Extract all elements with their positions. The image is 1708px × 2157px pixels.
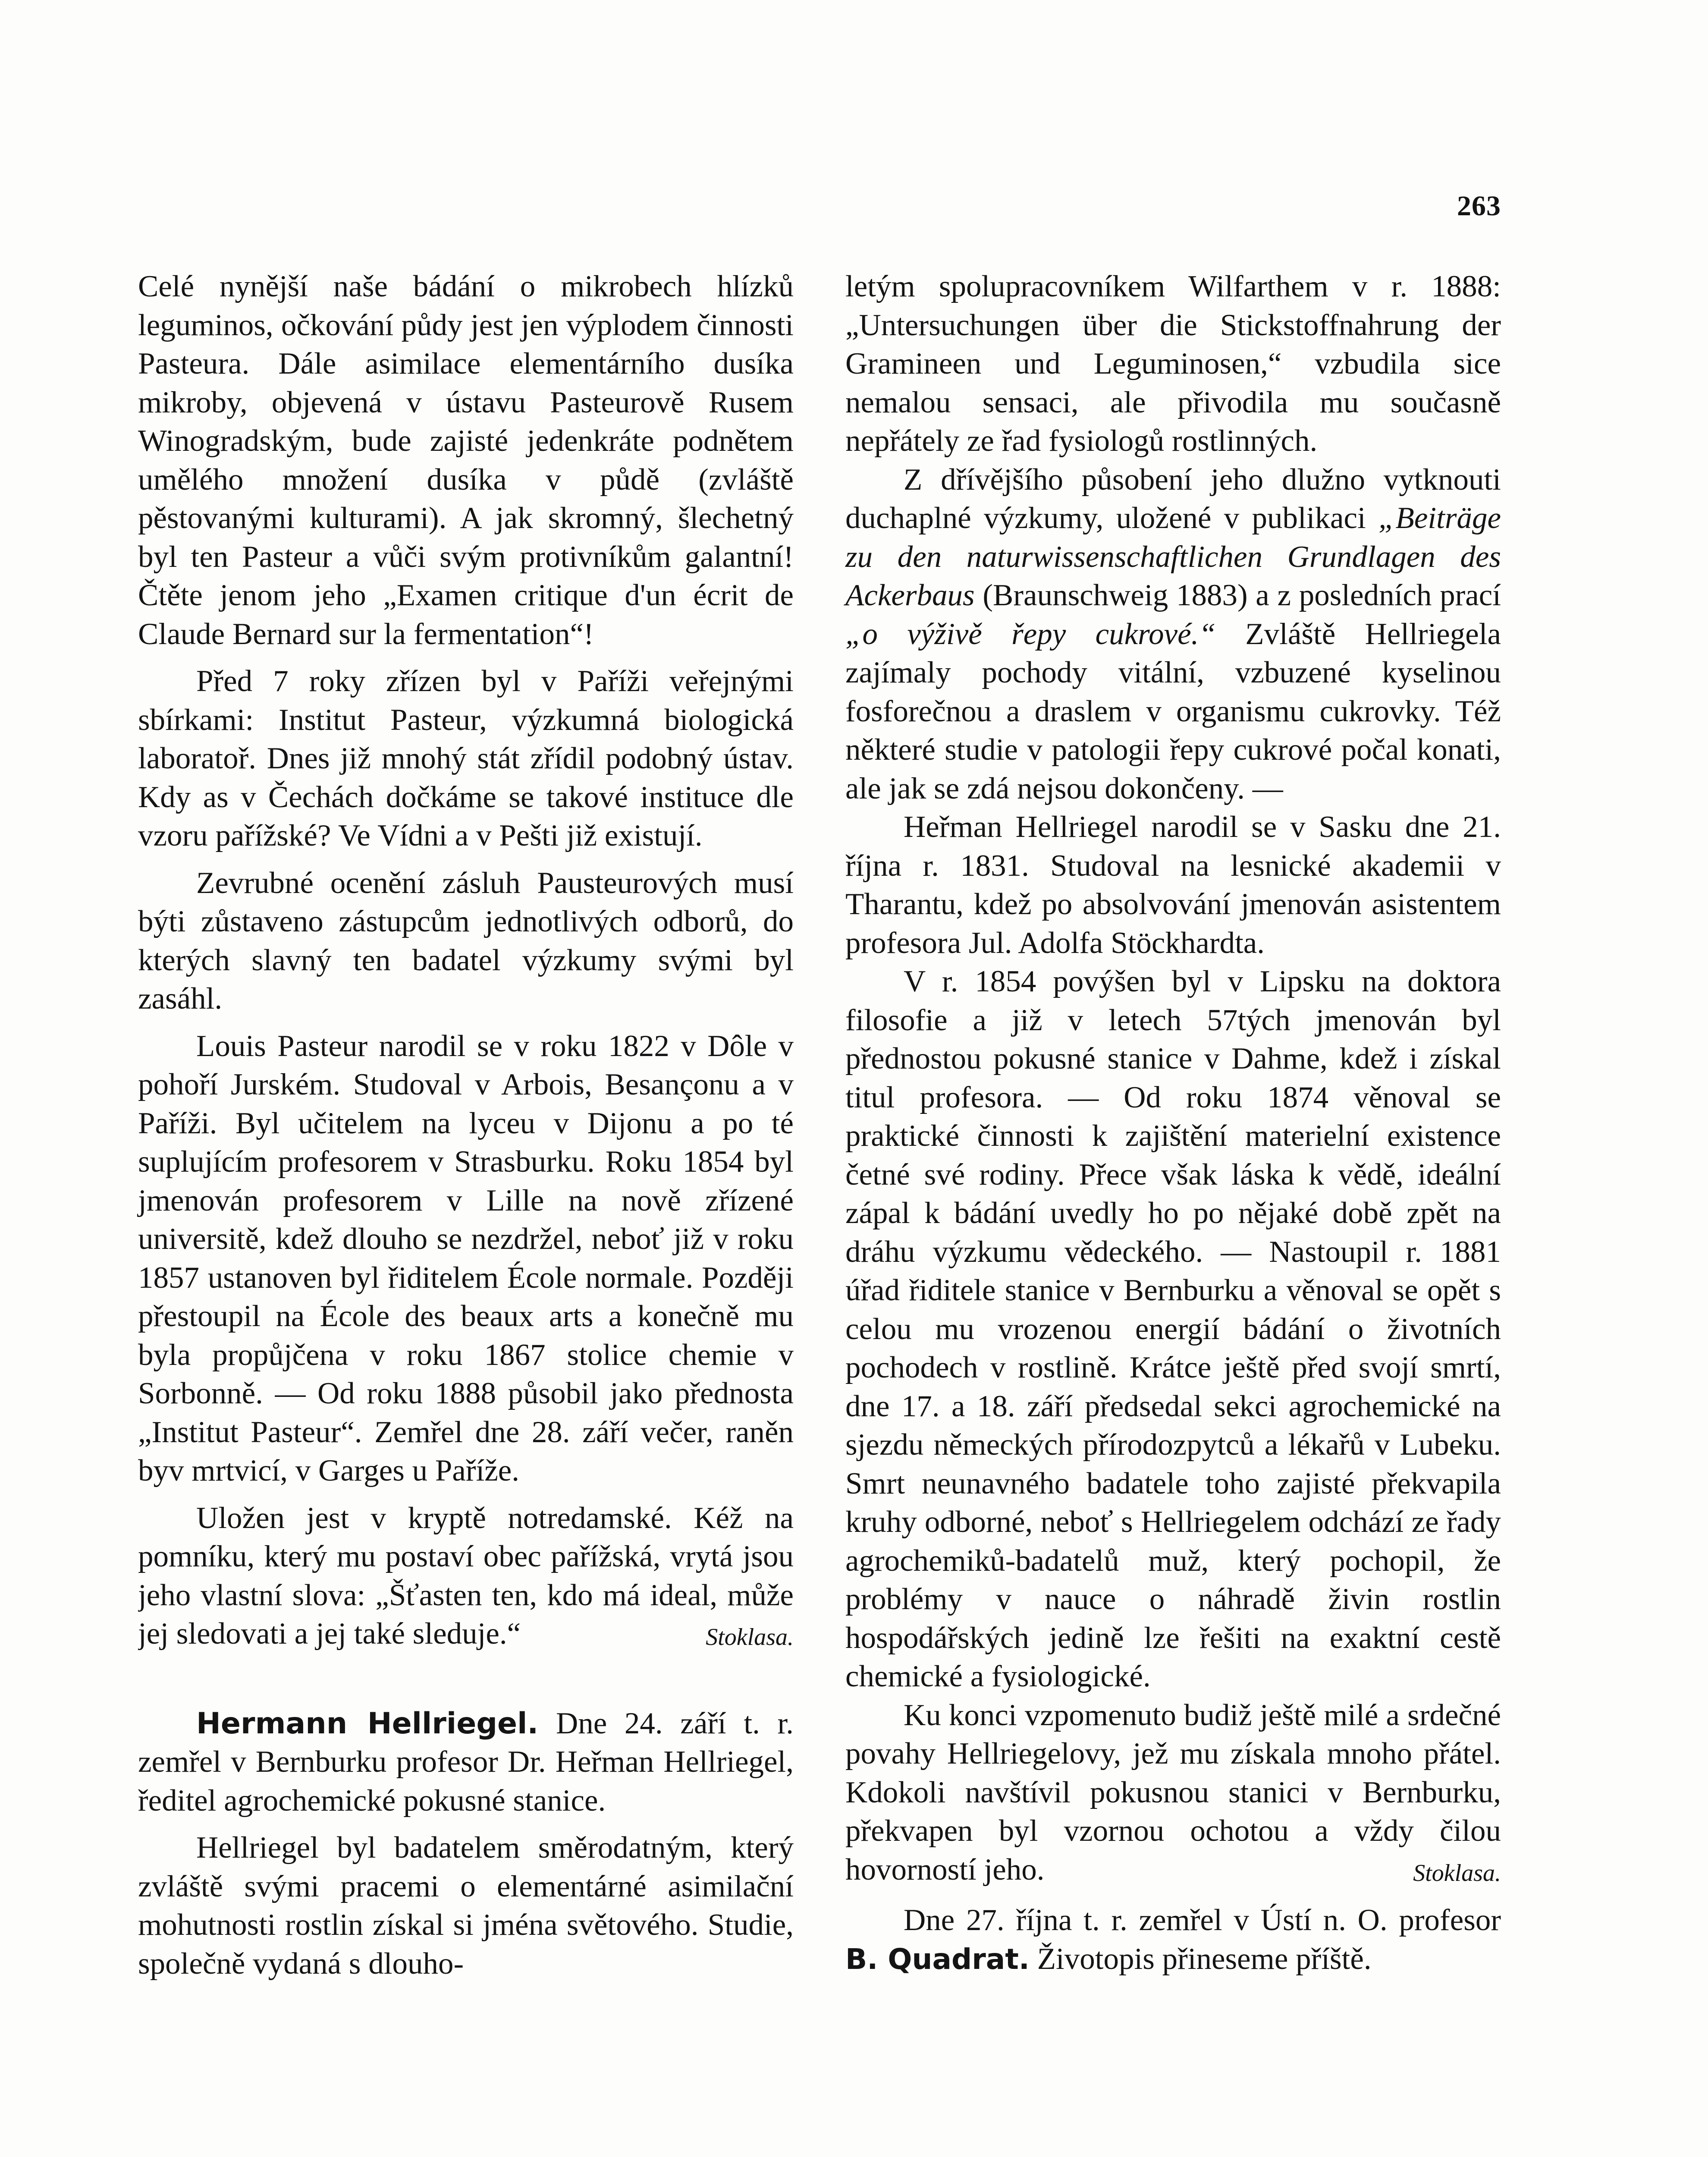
pasteur-closing-block [138, 1490, 794, 1657]
obituary-heading-paragraph [138, 1704, 794, 1821]
paragraph: Hellriegel byl badatelem směrodatným, který zvláště svými pracemi o elementárné asimilační mohutnosti rostlin získal si jména světového. Studie, společně vydaná s dlouho- [138, 1831, 794, 1981]
obituary-name: Hermann Hellriegel. [196, 1706, 539, 1741]
paragraph: V r. 1854 povýšen byl v Lipsku na doktora filosofie a již v letech 57tých jmenován byl přednostou pokusné stanice v Dahme, kdež i získal titul profesora. — Od roku 1874 věnoval se praktické činnosti k zajištění materielní existence četné své rodiny. Přece však láska k vědě, ideální zápal k bádání uvedly ho po nějaké době zpět na dráhu výzkumu vědeckého. — Nastoupil r. 1881 úřad řiditele stanice v Bernburku a věnoval se opět s celou mu vrozenou energií bádání o životních pochodech v rostlině. Krátce ještě před svojí smrtí, dne 17. a 18. září předsedal sekci agrochemické na sjezdu německých přírodozpytců a lékařů v Lubeku. Smrt neunavného badatele toho zajisté překvapila kruhy odborné, neboť s Hellriegelem odchází ze řady agrochemiků-badatelů muž, který pochopil, že problémy v nauce o náhradě živin rostlin hospodářských jedině lze řešiti na exaktní cestě chemické a fysiologické. [845, 965, 1501, 1693]
publication-title: „o výživě řepy cukrové.“ [845, 617, 1216, 651]
notice-text: Dne 27. října t. r. zemřel v Ústí n. O. profesor [904, 1903, 1501, 1937]
left-column [138, 267, 794, 1983]
paragraph: Heřman Hellriegel narodil se v Sasku dne 21. října r. 1831. Studoval na lesnické akademii v Tharantu, kdež po absolvování jmenován asistentem profesora Jul. Adolfa Stöckhardta. [845, 810, 1501, 960]
paragraph-text: Ku konci vzpomenuto budiž ještě milé a srdečné povahy Hellriegelovy, jež mu získala mnoho přátel. Kdokoli navštívil pokusnou stanici v Bernburku, překvapen byl vzornou ochotou a vždy čilou hovorností jeho. [845, 1698, 1501, 1887]
paragraph [845, 1696, 1501, 1890]
publication-title: „Beiträge zu den naturwissenschaftlichen Grundlagen des Ackerbaus [845, 501, 1501, 612]
paragraph [138, 1499, 794, 1654]
author-signature: Stoklasa. [706, 1624, 794, 1651]
notice-text: Životopis přineseme příště. [1037, 1942, 1372, 1976]
paragraph-text: Uložen jest v kryptě notredamské. Kéž na pomníku, který mu postaví obec pařížská, vrytá jsou jeho vlastní slova: „Šťasten ten, kdo má ideal, může jej sledovati a jej také sleduje.“ [138, 1501, 794, 1651]
obituary-intro: Dne 24. září t. r. zemřel v Bernburku profesor Dr. Heřman Hellriegel, ředitel agrochemické pokusné stanice. [138, 1706, 794, 1817]
paragraph-text: Z dřívějšího působení jeho dlužno vytknouti duchaplné výzkumy, uložené v publikaci [845, 462, 1501, 535]
author-signature: Stoklasa. [1413, 1859, 1501, 1887]
paragraph [845, 461, 1501, 808]
right-column [845, 267, 1501, 1978]
paragraph: Před 7 roky zřízen byl v Paříži veřejnými sbírkami: Institut Pasteur, výzkumná biologická laboratoř. Dnes již mnohý stát zřídil podobný ústav. Kdy as v Čechách dočkáme se takové instituce dle vzoru pařížské? Ve Vídni a v Pešti již existují. [138, 664, 794, 852]
paragraph: Zevrubné ocenění zásluh Pausteurových musí býti zůstaveno zástupcům jednotlivých odborů, do kterých slavný ten badatel výzkumy svými byl zasáhl. [138, 866, 794, 1016]
notice-name: B. Quadrat. [845, 1942, 1030, 1976]
hellriegel-closing-block [845, 1696, 1501, 1893]
paragraph: letým spolupracovníkem Wilfarthem v r. 1888: „Untersuchungen über die Stickstoffnahrung der Gramineen und Leguminosen,“ vzbudila sice nemalou sensaci, ale přivodila mu současně nepřátely ze řad fysiologů rostlinných. [845, 270, 1501, 458]
paragraph-text: Zvláště Hellriegela zajímaly pochody vitální, vzbuzené kyselinou fosforečnou a draslem v organismu cukrovky. Též některé studie v patologii řepy cukrové počal konati, ale jak se zdá nejsou dokončeny. — [845, 617, 1501, 805]
paragraph: Celé nynější naše bádání o mikrobech hlízků leguminos, očkování půdy jest jen výplodem činnosti Pasteura. Dále asimilace elementárního dusíka mikroby, objevená v ústavu Pasteurově Rusem Winogradským, bude zajisté jedenkráte podnětem umělého množení dusíka v půdě (zvláště pěstovanými kulturami). A jak skromný, šlechetný byl ten Pasteur a vůči svým protivníkům galantní! Čtěte jenom jeho „Examen critique d'un écrit de Claude Bernard sur la fermentation“! [138, 270, 794, 651]
paragraph: Louis Pasteur narodil se v roku 1822 v Dôle v pohoří Jurském. Studoval v Arbois, Besançonu a v Paříži. Byl učitelem na lyceu v Dijonu a po té suplujícím profesorem v Strasburku. Roku 1854 byl jmenován profesorem v Lille na nově zřízené universitě, kdež dlouho se nezdržel, neboť již v roku 1857 ustanoven byl řiditelem École normale. Později přestoupil na École des beaux arts a konečně mu byla propůjčena v roku 1867 stolice chemie v Sorbonně. — Od roku 1888 působil jako přednosta „Institut Pasteur“. Zemřel dne 28. září večer, raněn byv mrtvicí, v Garges u Paříže. [138, 1029, 794, 1487]
death-notice [845, 1901, 1501, 1978]
paragraph-text: (Braunschweig 1883) a z posledních prací [983, 579, 1501, 612]
page-number: 263 [1457, 190, 1501, 222]
